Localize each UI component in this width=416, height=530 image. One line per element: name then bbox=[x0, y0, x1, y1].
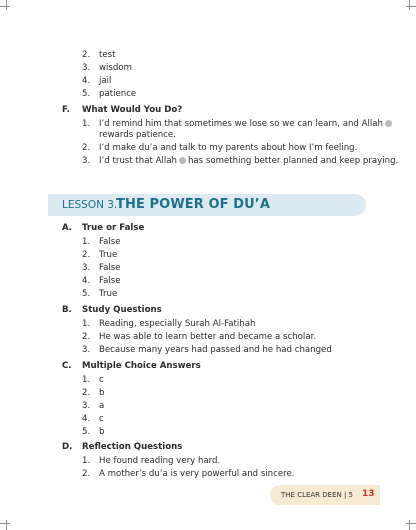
item-number: 2. bbox=[82, 469, 91, 479]
item-text: rewards patience. bbox=[99, 130, 176, 140]
item-text: False bbox=[99, 263, 121, 273]
item-text: True bbox=[99, 289, 118, 299]
item-number: 5. bbox=[82, 89, 91, 99]
item-text: False bbox=[99, 237, 121, 247]
crop-mark bbox=[0, 523, 10, 524]
crop-mark bbox=[6, 0, 7, 10]
section-title: Multiple Choice Answers bbox=[82, 361, 201, 371]
lesson-label: LESSON 3. bbox=[62, 199, 118, 211]
section-letter: F. bbox=[62, 105, 70, 115]
item-text: b bbox=[99, 427, 105, 437]
honorific-icon bbox=[179, 157, 186, 164]
item-text: He was able to learn better and became a scholar. bbox=[99, 332, 317, 342]
item-number: 1. bbox=[82, 237, 91, 247]
crop-mark bbox=[6, 520, 7, 530]
item-text: He found reading very hard. bbox=[99, 456, 221, 466]
crop-mark bbox=[406, 6, 416, 7]
section-letter: A. bbox=[62, 223, 73, 233]
section-title: True or False bbox=[82, 223, 145, 233]
item-text: patience bbox=[99, 89, 137, 99]
item-number: 2. bbox=[82, 143, 91, 153]
item-number: 3. bbox=[82, 345, 91, 355]
crop-mark bbox=[409, 520, 410, 530]
crop-mark bbox=[406, 523, 416, 524]
item-number: 2. bbox=[82, 50, 91, 60]
item-text: False bbox=[99, 276, 121, 286]
item-text: test bbox=[99, 50, 116, 60]
item-text: A mother’s du’a is very powerful and sincere. bbox=[99, 469, 295, 479]
item-number: 4. bbox=[82, 414, 91, 424]
item-number: 2. bbox=[82, 388, 91, 398]
section-title: Reflection Questions bbox=[82, 442, 183, 452]
honorific-icon bbox=[385, 120, 392, 127]
crop-mark bbox=[409, 0, 410, 10]
item-number: 1. bbox=[82, 456, 91, 466]
lesson-title: THE POWER OF DU’A bbox=[116, 197, 270, 212]
item-text: c bbox=[99, 375, 104, 385]
item-number: 3. bbox=[82, 263, 91, 273]
item-number: 2. bbox=[82, 332, 91, 342]
item-number: 1. bbox=[82, 119, 91, 129]
item-number: 3. bbox=[82, 156, 91, 166]
section-title: Study Questions bbox=[82, 305, 162, 315]
item-text: a bbox=[99, 401, 105, 411]
item-text: I’d remind him that sometimes we lose so we can learn, and Allah bbox=[99, 119, 394, 130]
item-text: jail bbox=[99, 76, 112, 86]
item-number: 2. bbox=[82, 250, 91, 260]
item-number: 5. bbox=[82, 427, 91, 437]
item-text: wisdom bbox=[99, 63, 132, 73]
item-number: 5. bbox=[82, 289, 91, 299]
crop-mark bbox=[0, 6, 10, 7]
page-number: 13 bbox=[362, 489, 375, 499]
item-text: Reading, especially Surah Al-Fatiḥah bbox=[99, 319, 256, 329]
item-text: I’d trust that Allah has something better planned and keep praying. bbox=[99, 156, 399, 166]
book-title: THE CLEAR DEEN | 5 bbox=[281, 491, 354, 499]
item-number: 1. bbox=[82, 319, 91, 329]
item-number: 1. bbox=[82, 375, 91, 385]
section-letter: D. bbox=[62, 442, 73, 452]
item-text: c bbox=[99, 414, 104, 424]
item-text: b bbox=[99, 388, 105, 398]
section-title: What Would You Do? bbox=[82, 105, 183, 115]
page-footer bbox=[270, 485, 380, 505]
item-number: 3. bbox=[82, 401, 91, 411]
item-text: Because many years had passed and he had changed bbox=[99, 345, 332, 355]
lesson-banner bbox=[48, 194, 366, 216]
section-letter: C. bbox=[62, 361, 72, 371]
item-number: 4. bbox=[82, 276, 91, 286]
item-text: True bbox=[99, 250, 118, 260]
item-text: I’d make du’a and talk to my parents about how I’m feeling. bbox=[99, 143, 358, 153]
item-number: 3. bbox=[82, 63, 91, 73]
section-letter: B. bbox=[62, 305, 72, 315]
item-number: 4. bbox=[82, 76, 91, 86]
